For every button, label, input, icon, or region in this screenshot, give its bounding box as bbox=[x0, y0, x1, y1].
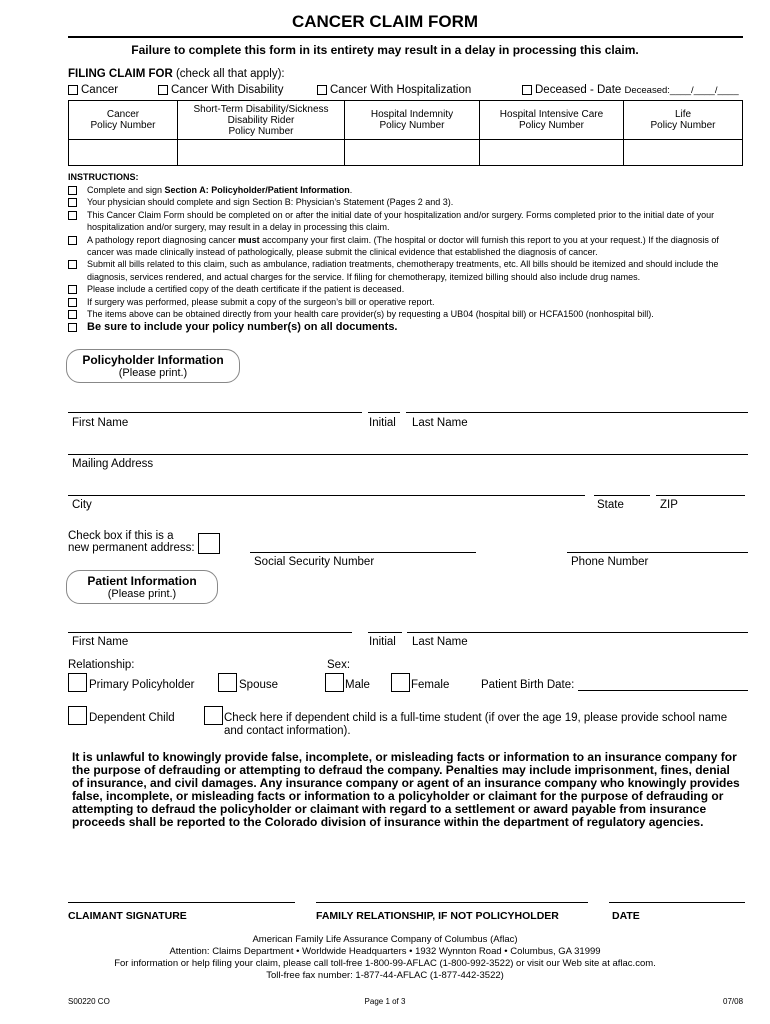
deceased-date-field[interactable]: Deceased:____/____/____ bbox=[624, 85, 739, 96]
checkbox[interactable] bbox=[68, 236, 77, 245]
cancer-policy-input[interactable] bbox=[69, 140, 178, 166]
birth-date-line[interactable] bbox=[578, 690, 748, 691]
footer-contact: For information or help filing your claim, please call toll-free 1-800-99-AFLAC (1-800-992-3522) or visit our Web site at aflac.com. bbox=[114, 958, 656, 969]
page-number: Page 1 of 3 bbox=[364, 997, 406, 1006]
checkbox[interactable] bbox=[68, 285, 77, 294]
footer-company: American Family Life Assurance Company of Columbus (Aflac) bbox=[252, 934, 518, 945]
policy-number-table bbox=[68, 100, 743, 166]
relationship-label: Relationship: bbox=[68, 659, 135, 671]
fraud-warning: It is unlawful to knowingly provide false, incomplete, or misleading facts or information to an insurance company for the purpose of defrauding or attempting to defraud the company. Penalties may include imprisonment, fines, denial of insurance, and civil damages. Any insurance company or agent of an insurance company who knowingly provides false, incomplete, or misleading facts or information to a policyholder or claimant for the purpose of defrauding or attempting to defraud the policyholder or claimant with regard to a settlement or award payable from insurance proceeds shall be reported to the Colorado division of insurance within the department of regulatory agencies. bbox=[72, 750, 740, 829]
ph-zip-line[interactable] bbox=[656, 495, 745, 496]
ph-zip-label: ZIP bbox=[660, 499, 678, 511]
date-label: DATE bbox=[612, 910, 640, 922]
pt-first-name-line[interactable] bbox=[68, 632, 352, 633]
spouse-checkbox[interactable] bbox=[218, 673, 237, 692]
ph-mailing-address-label: Mailing Address bbox=[72, 458, 154, 470]
form-code: S00220 CO bbox=[68, 997, 110, 1006]
title-rule bbox=[68, 36, 743, 38]
claimant-signature-line[interactable] bbox=[68, 902, 295, 903]
checkbox[interactable] bbox=[522, 85, 532, 95]
instruction-item: The items above can be obtained directly from your health care provider(s) by requesting a UB04 (hospital bill) or HCFA1500 (nonhospital bill). bbox=[68, 308, 748, 320]
date-line[interactable] bbox=[609, 902, 745, 903]
checkbox[interactable] bbox=[317, 85, 327, 95]
filing-claim-label: FILING CLAIM FOR (check all that apply): bbox=[68, 68, 285, 80]
ph-phone-label: Phone Number bbox=[571, 556, 649, 568]
female-label: Female bbox=[411, 679, 450, 691]
checkbox[interactable] bbox=[68, 298, 77, 307]
claimant-signature-label: CLAIMANT SIGNATURE bbox=[68, 910, 187, 922]
life-policy-input[interactable] bbox=[624, 140, 743, 166]
col-intensive-care: Hospital Intensive Care Policy Number bbox=[480, 101, 624, 140]
sex-label: Sex: bbox=[327, 659, 351, 671]
primary-policyholder-checkbox[interactable] bbox=[68, 673, 87, 692]
ph-ssn-label: Social Security Number bbox=[254, 556, 375, 568]
checkbox[interactable] bbox=[68, 211, 77, 220]
instruction-item: Please include a certified copy of the death certificate if the patient is deceased. bbox=[68, 283, 748, 295]
full-time-student-label: Check here if dependent child is a full-time student (if over the age 19, please provide school name and contact information). bbox=[224, 712, 728, 737]
spouse-label: Spouse bbox=[239, 679, 279, 691]
checkbox[interactable] bbox=[68, 198, 77, 207]
ph-city-line[interactable] bbox=[68, 495, 585, 496]
instruction-item: This Cancer Claim Form should be completed on or after the initial date of your hospitalization and/or surgery. Forms completed prior to the initial date of your hospitalization and/or surgery, may result in a delay in processing this claim. bbox=[68, 209, 748, 234]
ph-city-label: City bbox=[72, 499, 92, 511]
patient-heading: Patient Information bbox=[87, 574, 197, 588]
footer-address: Attention: Claims Department • Worldwide Headquarters • 1932 Wynnton Road • Columbus, GA 31999 bbox=[169, 946, 601, 957]
birth-date-label: Patient Birth Date: bbox=[481, 679, 575, 691]
revision-date: 07/08 bbox=[723, 997, 744, 1006]
checkbox[interactable] bbox=[68, 260, 77, 269]
policyholder-subheading: (Please print.) bbox=[118, 367, 188, 379]
ph-state-line[interactable] bbox=[594, 495, 650, 496]
option-cancer-disability[interactable]: Cancer With Disability bbox=[158, 84, 283, 96]
instruction-item-final: Be sure to include your policy number(s) on all documents. bbox=[68, 320, 748, 334]
ph-first-name-label: First Name bbox=[72, 417, 129, 429]
dependent-child-label: Dependent Child bbox=[89, 712, 175, 724]
checkbox[interactable] bbox=[68, 186, 77, 195]
ph-ssn-line[interactable] bbox=[250, 552, 476, 553]
disability-policy-input[interactable] bbox=[178, 140, 345, 166]
female-checkbox[interactable] bbox=[391, 673, 410, 692]
instructions-list bbox=[68, 184, 748, 334]
family-relationship-line[interactable] bbox=[316, 902, 588, 903]
ph-last-name-line[interactable] bbox=[406, 412, 748, 413]
instruction-item: A pathology report diagnosing cancer must accompany your first claim. (The hospital or doctor will furnish this report to you at your request.) If the diagnosis of cancer was made clinically instead of pathologically, please submit the clinical evidence that established the diagnosis of cancer. bbox=[68, 234, 748, 259]
patient-section-header bbox=[66, 570, 218, 604]
form-subtitle: Failure to complete this form in its entirety may result in a delay in processing this claim. bbox=[131, 43, 639, 57]
pt-last-name-label: Last Name bbox=[412, 636, 468, 648]
male-label: Male bbox=[345, 679, 370, 691]
footer-fax: Toll-free fax number: 1-877-44-AFLAC (1-877-442-3522) bbox=[266, 970, 504, 981]
pt-first-name-label: First Name bbox=[72, 636, 129, 648]
policyholder-section-header bbox=[66, 349, 240, 383]
col-disability: Short-Term Disability/Sickness Disability Rider Policy Number bbox=[178, 101, 345, 140]
instruction-item: Complete and sign Section A: Policyholder/Patient Information. bbox=[68, 184, 748, 196]
col-hospital-indemnity: Hospital Indemnity Policy Number bbox=[345, 101, 480, 140]
ph-initial-label: Initial bbox=[369, 417, 396, 429]
instruction-item: Your physician should complete and sign Section B: Physician’s Statement (Pages 2 and 3). bbox=[68, 196, 748, 208]
checkbox[interactable] bbox=[68, 310, 77, 319]
ph-state-label: State bbox=[597, 499, 624, 511]
option-deceased[interactable]: Deceased - Date Deceased:____/____/____ bbox=[522, 84, 739, 96]
pt-initial-line[interactable] bbox=[368, 632, 402, 633]
intensive-care-policy-input[interactable] bbox=[480, 140, 624, 166]
family-relationship-label: FAMILY RELATIONSHIP, IF NOT POLICYHOLDER bbox=[316, 910, 559, 922]
checkbox[interactable] bbox=[68, 323, 77, 332]
patient-subheading: (Please print.) bbox=[107, 588, 177, 600]
col-cancer: Cancer Policy Number bbox=[69, 101, 178, 140]
ph-phone-line[interactable] bbox=[567, 552, 748, 553]
ph-last-name-label: Last Name bbox=[412, 417, 468, 429]
form-title: CANCER CLAIM FORM bbox=[291, 12, 479, 31]
primary-policyholder-label: Primary Policyholder bbox=[89, 679, 195, 691]
instructions-heading: INSTRUCTIONS: bbox=[68, 172, 139, 182]
instruction-item: Submit all bills related to this claim, such as ambulance, radiation treatments, chemotherapy treatments, etc. All bills should be itemized and should include the diagnosis, services rendered, and actual charges for the service. If filing for chemotherapy, itemized billing should also include drug names. bbox=[68, 258, 748, 283]
option-cancer-hospitalization[interactable]: Cancer With Hospitalization bbox=[317, 84, 471, 96]
ph-mailing-address-line[interactable] bbox=[68, 454, 748, 455]
instruction-item: If surgery was performed, please submit a copy of the surgeon’s bill or operative report. bbox=[68, 296, 748, 308]
new-address-checkbox[interactable] bbox=[198, 533, 220, 554]
new-address-label: Check box if this is a new permanent address: bbox=[68, 530, 195, 554]
ph-initial-line[interactable] bbox=[368, 412, 400, 413]
checkbox[interactable] bbox=[68, 85, 78, 95]
hospital-indemnity-policy-input[interactable] bbox=[345, 140, 480, 166]
full-time-student-checkbox[interactable] bbox=[204, 706, 223, 725]
pt-initial-label: Initial bbox=[369, 636, 396, 648]
pt-last-name-line[interactable] bbox=[407, 632, 748, 633]
checkbox[interactable] bbox=[158, 85, 168, 95]
male-checkbox[interactable] bbox=[325, 673, 344, 692]
option-cancer[interactable]: Cancer bbox=[68, 84, 118, 96]
policyholder-heading: Policyholder Information bbox=[82, 353, 224, 367]
dependent-child-checkbox[interactable] bbox=[68, 706, 87, 725]
ph-first-name-line[interactable] bbox=[68, 412, 362, 413]
col-life: Life Policy Number bbox=[624, 101, 743, 140]
